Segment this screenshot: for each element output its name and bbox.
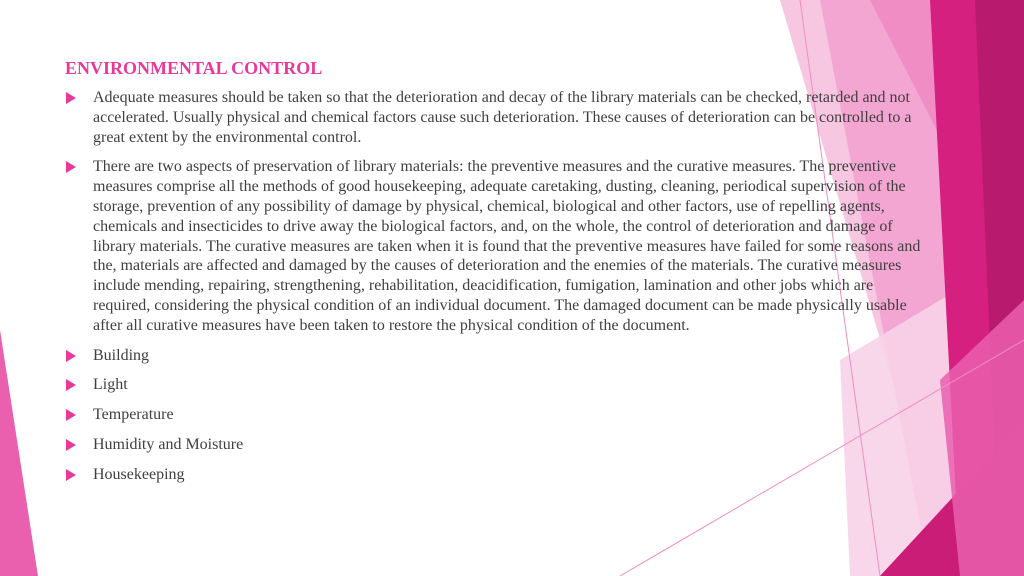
triangle-bullet-icon <box>66 379 76 391</box>
bullet-text: Humidity and Moisture <box>93 435 244 453</box>
bullet-text: Housekeeping <box>93 465 185 483</box>
slide-content <box>65 57 925 495</box>
bullet-text: Light <box>93 376 128 394</box>
bullet-text: Building <box>93 346 150 364</box>
list-item <box>65 375 925 395</box>
bullet-list <box>65 88 925 485</box>
bullet-text: Adequate measures should be taken so that the deterioration and decay of the library materials can be checked, retarded and not accelerated. Usually physical and chemical factors cause such deterioration. These causes of deterioration can be controlled to a great extent by the environmental control. <box>93 89 912 146</box>
triangle-bullet-icon <box>66 439 76 451</box>
list-item <box>65 346 925 366</box>
left-accent-shape <box>0 330 38 576</box>
bullet-text: Temperature <box>93 406 174 424</box>
triangle-bullet-icon <box>66 161 76 173</box>
slide-title: ENVIRONMENTAL CONTROL <box>65 58 323 78</box>
list-item <box>65 157 925 335</box>
list-item <box>65 465 925 485</box>
list-item <box>65 435 925 455</box>
triangle-bullet-icon <box>66 409 76 421</box>
list-item <box>65 88 925 147</box>
triangle-bullet-icon <box>66 92 76 104</box>
bullet-text: There are two aspects of preservation of library materials: the preventive measures and the curative measures. The preventive measures comprise all the methods of good housekeeping, adequate caretaking, dusting, cleaning, periodical supervision of the storage, prevention of any possibility of damage by physical, chemical, biological and other factors, use of repelling agents, chemicals and insecticides to drive away the biological factors, and, on the whole, the control of deterioration and damage of library materials. The curative measures are taken when it is found that the preventive measures have failed for some reasons and the, materials are affected and damaged by the causes of deterioration and the enemies of the materials. The curative measures include mending, repairing, strengthening, rehabilitation, deacidification, fumigation, lamination and other jobs which are required, considering the physical condition of an individual document. The damaged document can be made physically usable after all curative measures have been taken to restore the physical condition of the document. <box>93 158 921 334</box>
triangle-bullet-icon <box>66 350 76 362</box>
list-item <box>65 405 925 425</box>
triangle-bullet-icon <box>66 469 76 481</box>
